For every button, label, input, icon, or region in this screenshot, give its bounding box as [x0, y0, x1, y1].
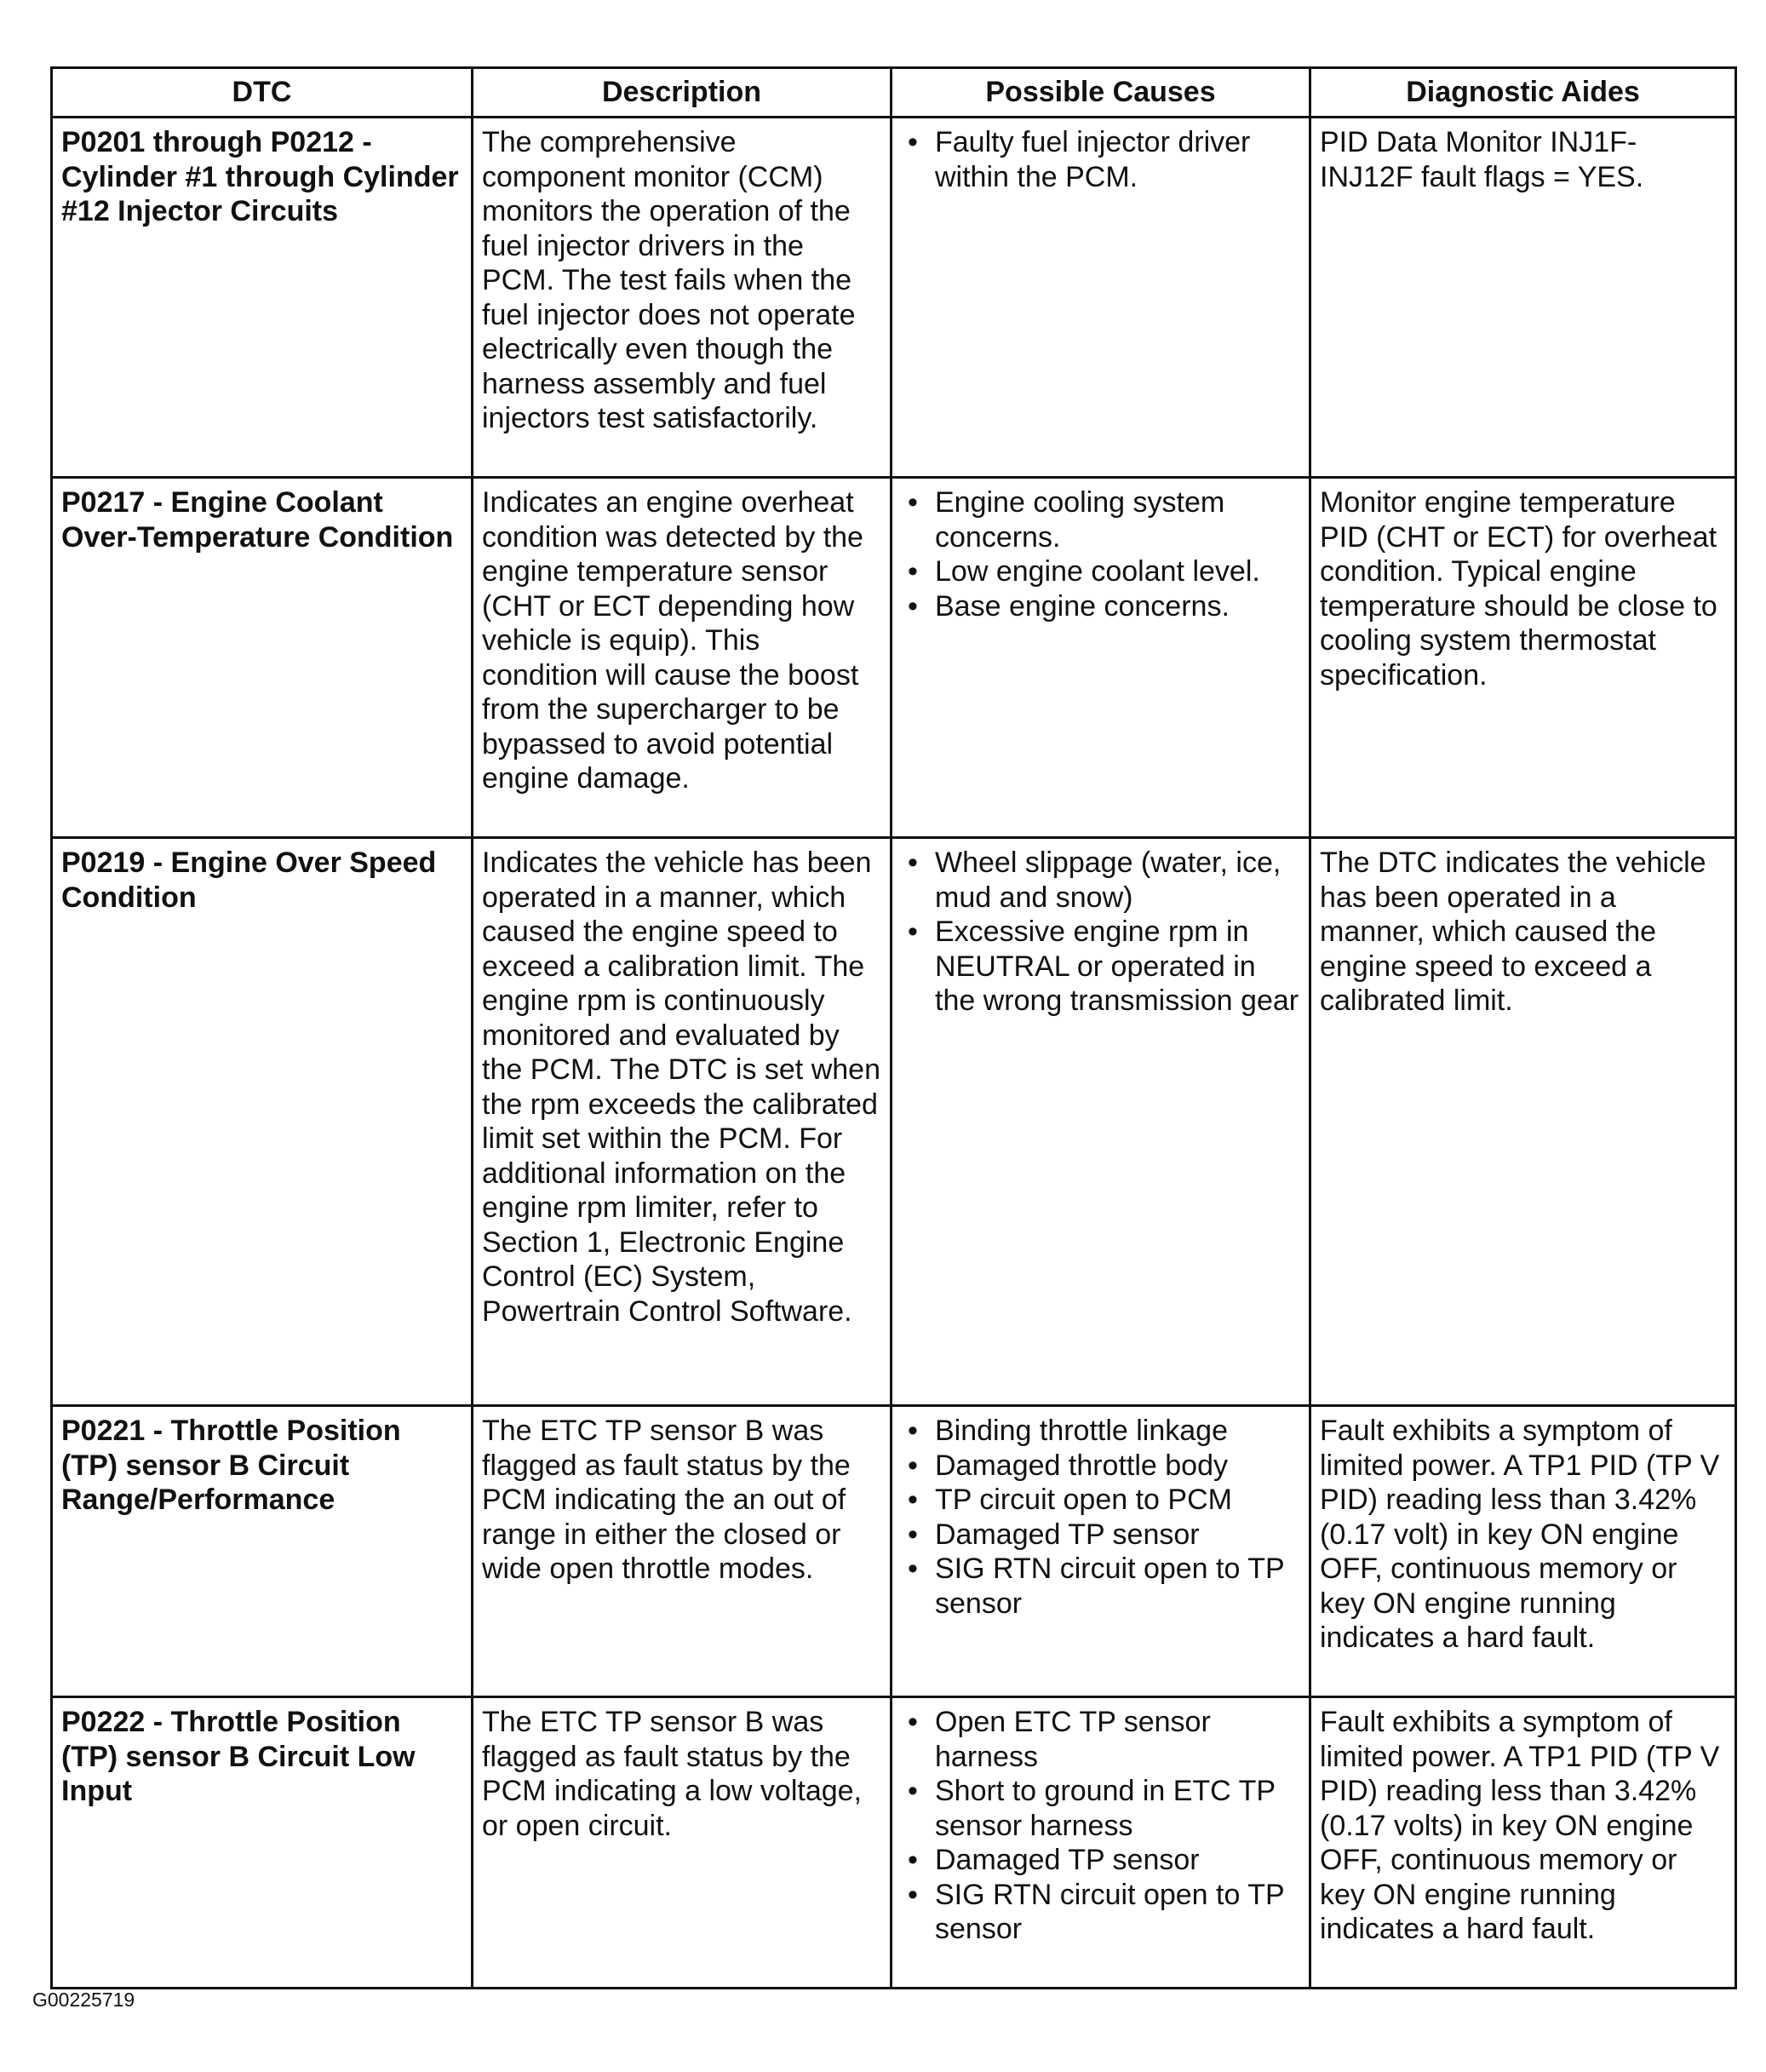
- diagnostic-aides: Monitor engine temperature PID (CHT or ECT) for overheat condition. Typical engine temperature should be close to cooling system thermostat specification.: [1310, 478, 1736, 838]
- diagnostic-aides: Fault exhibits a symptom of limited power. A TP1 PID (TP V PID) reading less than 3.42% (0.17 volts) in key ON engine OFF, continuous memory or key ON engine running indicates a hard fault.: [1310, 1697, 1736, 1989]
- table-row: [52, 1697, 1736, 1989]
- cause-item: • Base engine concerns.: [901, 589, 1300, 624]
- cause-item: • SIG RTN circuit open to TP sensor: [901, 1552, 1300, 1621]
- table-row: [52, 118, 1736, 478]
- table-row: [52, 478, 1736, 838]
- figure-id: G00225719: [32, 1989, 135, 2011]
- dtc-description: Indicates an engine overheat condition was detected by the engine temperature sensor (CHT or ECT depending how vehicle is equip). This condition will cause the boost from the supercharger to be bypassed to avoid potential engine damage.: [473, 478, 892, 838]
- diagnostic-aides: The DTC indicates the vehicle has been operated in a manner, which caused the engine speed to exceed a calibrated limit.: [1310, 838, 1736, 1406]
- cause-item: • Damaged throttle body: [901, 1449, 1300, 1484]
- dtc-description: The ETC TP sensor B was flagged as fault status by the PCM indicating a low voltage, or open circuit.: [473, 1697, 892, 1989]
- cause-item: • TP circuit open to PCM: [901, 1483, 1300, 1518]
- dtc-code: P0201 through P0212 - Cylinder #1 through Cylinder #12 Injector Circuits: [52, 118, 473, 478]
- cause-item: • Wheel slippage (water, ice, mud and snow): [901, 846, 1300, 915]
- dtc-code: P0217 - Engine Coolant Over-Temperature Condition: [52, 478, 473, 838]
- dtc-code: P0221 - Throttle Position (TP) sensor B Circuit Range/Performance: [52, 1406, 473, 1697]
- diagnostic-aides: PID Data Monitor INJ1F-INJ12F fault flags = YES.: [1310, 118, 1736, 478]
- table-row: [52, 838, 1736, 1406]
- header-possible-causes: Possible Causes: [892, 68, 1310, 118]
- header-diagnostic-aides: Diagnostic Aides: [1310, 68, 1736, 118]
- cause-item: • Engine cooling system concerns.: [901, 485, 1300, 554]
- diagnostic-aides: Fault exhibits a symptom of limited power. A TP1 PID (TP V PID) reading less than 3.42% (0.17 volt) in key ON engine OFF, continuous memory or key ON engine running indicates a hard fault.: [1310, 1406, 1736, 1697]
- possible-causes: [892, 478, 1310, 838]
- possible-causes: [892, 118, 1310, 478]
- possible-causes: [892, 1697, 1310, 1989]
- cause-item: • Short to ground in ETC TP sensor harness: [901, 1774, 1300, 1843]
- header-description: Description: [473, 68, 892, 118]
- cause-item: • SIG RTN circuit open to TP sensor: [901, 1878, 1300, 1947]
- table-row: [52, 1406, 1736, 1697]
- possible-causes: [892, 838, 1310, 1406]
- dtc-description: The ETC TP sensor B was flagged as fault status by the PCM indicating the an out of range in either the closed or wide open throttle modes.: [473, 1406, 892, 1697]
- header-dtc: DTC: [52, 68, 473, 118]
- dtc-code: P0222 - Throttle Position (TP) sensor B Circuit Low Input: [52, 1697, 473, 1989]
- dtc-code: P0219 - Engine Over Speed Condition: [52, 838, 473, 1406]
- cause-item: • Open ETC TP sensor harness: [901, 1705, 1300, 1774]
- possible-causes: [892, 1406, 1310, 1697]
- dtc-description: The comprehensive component monitor (CCM) monitors the operation of the fuel injector drivers in the PCM. The test fails when the fuel injector does not operate electrically even though the harness assembly and fuel injectors test satisfactorily.: [473, 118, 892, 478]
- dtc-description: Indicates the vehicle has been operated in a manner, which caused the engine speed to exceed a calibration limit. The engine rpm is continuously monitored and evaluated by the PCM. The DTC is set when the rpm exceeds the calibrated limit set within the PCM. For additional information on the engine rpm limiter, refer to Section 1, Electronic Engine Control (EC) System, Powertrain Control Software.: [473, 838, 892, 1406]
- cause-item: • Low engine coolant level.: [901, 554, 1300, 589]
- cause-item: • Damaged TP sensor: [901, 1843, 1300, 1878]
- header-row: [52, 68, 1736, 118]
- cause-item: • Binding throttle linkage: [901, 1414, 1300, 1449]
- cause-item: • Excessive engine rpm in NEUTRAL or operated in the wrong transmission gear: [901, 915, 1300, 1019]
- cause-item: • Faulty fuel injector driver within the PCM.: [901, 125, 1300, 194]
- cause-item: • Damaged TP sensor: [901, 1518, 1300, 1553]
- dtc-table: [50, 66, 1737, 1989]
